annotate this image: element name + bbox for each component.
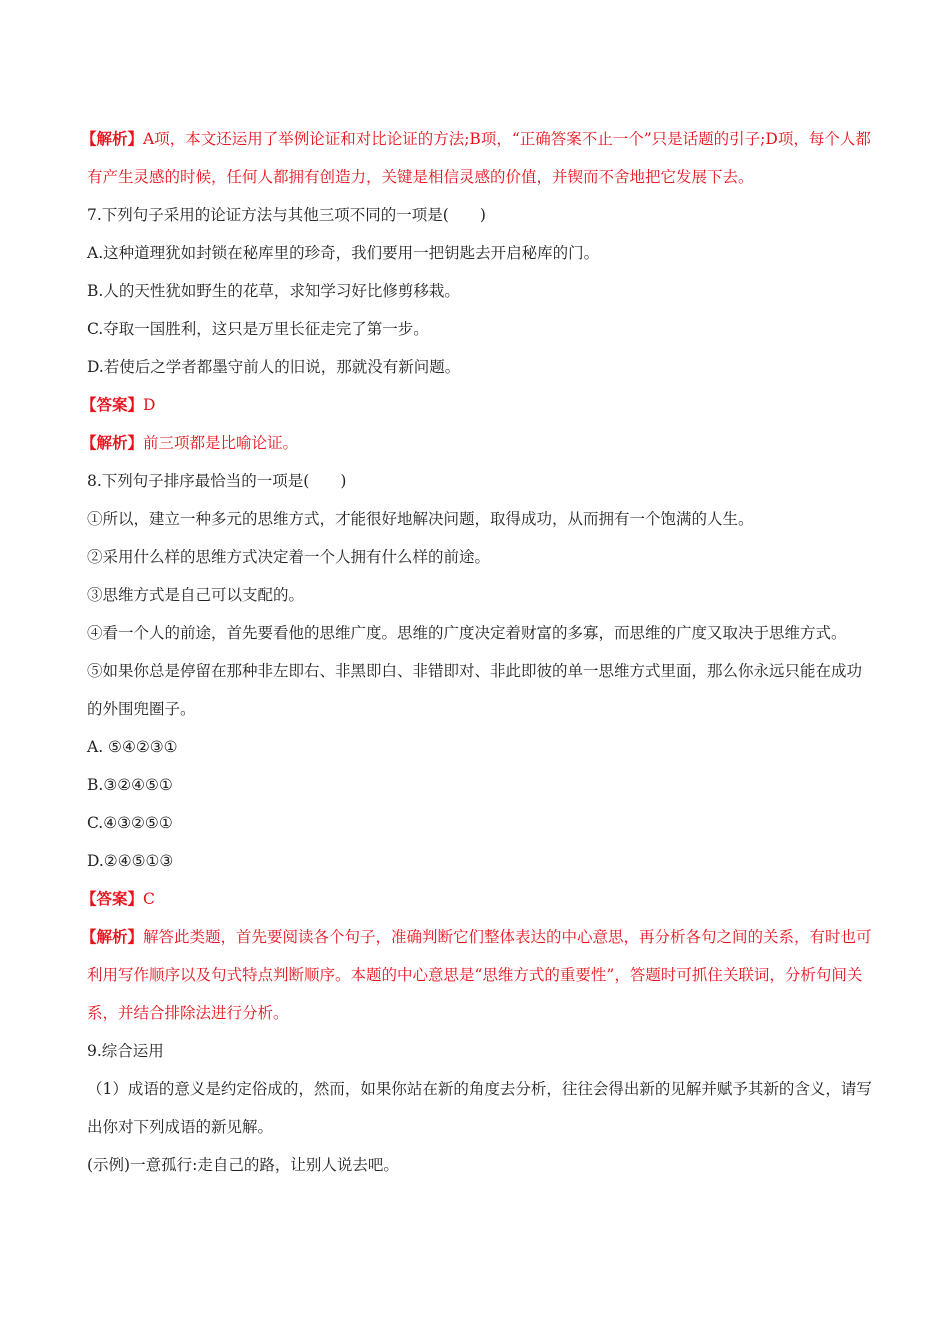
question-8-stem: 8.下列句子排序最恰当的一项是( )	[87, 472, 347, 490]
analysis-tag: 【解析】	[81, 927, 144, 946]
question-9-example: (示例)一意孤行:走自己的路，让别人说去吧。	[87, 1156, 399, 1174]
question-8-sentence-5: ⑤如果你总是停留在那种非左即右、非黑即白、非错即对、非此即彼的单一思维方式里面，那么你永远只能在成功的外围兜圈子。	[87, 662, 863, 718]
answer-value: C	[143, 890, 155, 908]
question-7-option-c: C.夺取一国胜利，这只是万里长征走完了第一步。	[87, 320, 429, 338]
answer-value: D	[143, 396, 156, 414]
analysis-text: 解答此类题，首先要阅读各个句子，准确判断它们整体表达的中心意思，再分析各句之间的关系，有时也可利用写作顺序以及句式特点判断顺序。本题的中心意思是“思维方式的重要性”，答题时可抓住关联词，分析句间关系，并结合排除法进行分析。	[87, 928, 872, 1022]
answer-q8	[81, 880, 877, 918]
answer-tag: 【答案】	[81, 889, 144, 908]
analysis-q6	[81, 120, 877, 196]
question-7-option-b: B.人的天性犹如野生的花草，求知学习好比修剪移栽。	[87, 282, 460, 300]
analysis-text: 前三项都是比喻论证。	[143, 434, 299, 452]
question-8-sentence-1: ①所以，建立一种多元的思维方式，才能很好地解决问题，取得成功，从而拥有一个饱满的人生。	[87, 510, 754, 528]
answer-q7	[81, 386, 877, 424]
analysis-tag: 【解析】	[81, 129, 144, 148]
question-8-sentence-3: ③思维方式是自己可以支配的。	[87, 586, 305, 604]
analysis-tag: 【解析】	[81, 433, 144, 452]
question-8-sentence-2: ②采用什么样的思维方式决定着一个人拥有什么样的前途。	[87, 548, 491, 566]
document-page	[81, 120, 877, 1184]
question-7-stem: 7.下列句子采用的论证方法与其他三项不同的一项是( )	[87, 206, 486, 224]
question-9-stem: 9.综合运用	[87, 1042, 164, 1060]
question-8-option-c: C.④③②⑤①	[87, 814, 173, 832]
question-7-option-a: A.这种道理犹如封锁在秘库里的珍奇，我们要用一把钥匙去开启秘库的门。	[87, 244, 600, 262]
question-8-option-d: D.②④⑤①③	[87, 852, 174, 870]
question-8-sentence-4: ④看一个人的前途，首先要看他的思维广度。思维的广度决定着财富的多寡，而思维的广度又取决于思维方式。	[87, 624, 847, 642]
question-8-option-a: A. ⑤④②③①	[87, 738, 178, 756]
analysis-text: A项，本文还运用了举例论证和对比论证的方法;B项，“正确答案不止一个”只是话题的引子;D项，每个人都有产生灵感的时候，任何人都拥有创造力，关键是相信灵感的价值，并锲而不舍地把它发展下去。	[87, 130, 871, 186]
answer-tag: 【答案】	[81, 395, 144, 414]
analysis-q7	[81, 424, 877, 462]
question-7-option-d: D.若使后之学者都墨守前人的旧说，那就没有新问题。	[87, 358, 461, 376]
analysis-q8	[81, 918, 877, 1032]
question-8-option-b: B.③②④⑤①	[87, 776, 173, 794]
question-9-part-1: （1）成语的意义是约定俗成的，然而，如果你站在新的角度去分析，往往会得出新的见解并赋予其新的含义，请写出你对下列成语的新见解。	[87, 1080, 872, 1136]
